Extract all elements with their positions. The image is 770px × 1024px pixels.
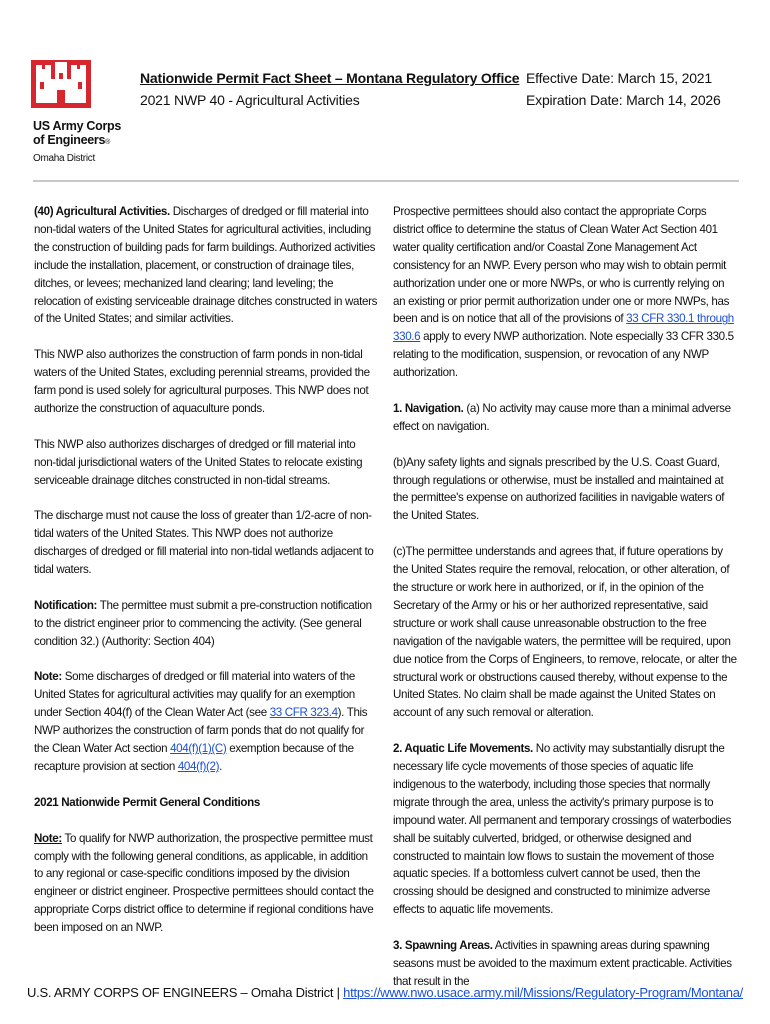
paragraph-spawning-areas: 3. Spawning Areas. Activities in spawning areas during spawning seasons must be avoided to the maximum extent practicable. Activities that result in the (393, 939, 732, 988)
org-line2: of Engineers (33, 133, 106, 147)
link-404f1c[interactable]: 404(f)(1)(C) (170, 742, 227, 756)
paragraph-ditch-relocation: This NWP also authorizes discharges of dredged or fill material into non-tidal jurisdictional waters of the United States to relocate existing serviceable drainage ditches constructed in non-tidal streams. (34, 437, 363, 487)
paragraph-navigation-a: 1. Navigation. (a) No activity may cause more than a minimal adverse effect on navigation. (393, 401, 731, 433)
footer-link[interactable]: https://www.nwo.usace.army.mil/Missions/Regulatory-Program/Montana/ (343, 985, 744, 1000)
expiration-date: Expiration Date: March 14, 2026 (526, 92, 721, 108)
paragraph-aquatic-life: 2. Aquatic Life Movements. No activity may substantially disrupt the necessary life cycle movements of those species of aquatic life indigenous to the waterbody, including those species that normally migrate through the area, unless the activity's primary purpose is to impound water. All permanent and temporary crossings of waterbodies shall be suitably culverted, bridged, or otherwise designed and constructed to maintain low flows to sustain the movement of those aquatic species. If a bottomless culvert cannot be used, then the crossing should be designed and constructed to minimize adverse effects to aquatic life movements. (393, 742, 732, 917)
org-line1: US Army Corps (33, 119, 122, 133)
footer-text: U.S. ARMY CORPS OF ENGINEERS – Omaha District | (26, 985, 344, 1000)
link-33cfr323-4[interactable]: 33 CFR 323.4 (269, 706, 338, 720)
left-column (34, 203, 379, 955)
paragraph-navigation-b: (b)Any safety lights and signals prescribed by the U.S. Coast Guard, through regulations or otherwise, must be installed and maintained at the permittee's expense on authorized facilities in navigable waters of the United States. (393, 455, 725, 523)
usace-castle-logo (31, 60, 91, 108)
effective-date: Effective Date: March 15, 2021 (526, 70, 712, 86)
paragraph-acreage-limit: The discharge must not cause the loss of greater than 1/2-acre of non-tidal waters of the United States. This NWP does not authorize discharges of dredged or fill material into non-tidal wetlands adjacent to tidal waters. (34, 509, 374, 577)
link-33cfr330[interactable]: 33 CFR 330.1 through 330.6 (393, 312, 734, 344)
paragraph-farm-ponds: This NWP also authorizes the construction of farm ponds in non-tidal waters of the United States, excluding perennial streams, provided the farm pond is used solely for agricultural purposes. This NWP does not authorize the construction of aquaculture ponds. (34, 348, 370, 415)
page-subtitle: 2021 NWP 40 - Agricultural Activities (140, 92, 360, 108)
link-404f2[interactable]: 404(f)(2) (177, 760, 220, 774)
org-name (33, 119, 121, 166)
header-divider (33, 180, 739, 182)
paragraph-navigation-c: (c)The permittee understands and agrees that, if future operations by the United States require the removal, relocation, or other alteration, of the structure or work here in authorized, or if, in the opinion of the Secretary of the Army or his or her authorized representative, said structure or work shall cause unreasonable obstruction to the free navigation of the navigable waters, the permittee will be required, upon due notice from the Corps of Engineers, to remove, relocate, or alter the structural work or obstructions caused thereby, without expense to the United States. No claim shall be made against the United States on account of any such removal or alteration. (393, 545, 737, 720)
paragraph-notification: Notification: The permittee must submit a pre-construction notification to the district engineer prior to commencing the activity. (See general condition 32.) (Authority: Section 404) (34, 598, 372, 648)
registered-mark: ® (105, 139, 110, 146)
paragraph-nwp40-definition: (40) Agricultural Activities. Discharges of dredged or fill material into non-tidal waters of the United States for agricultural activities, including the construction of building pads for farm buildings. Authorized activities include the installation, placement, or construction of drainage tiles, ditches, or levees; mechanized land clearing; land leveling; the relocation of existing serviceable drainage ditches constructed in waters of the United States; and similar activities. (34, 205, 378, 326)
general-conditions-heading: 2021 Nationwide Permit General Conditions (34, 795, 260, 809)
page-title: Nationwide Permit Fact Sheet – Montana Regulatory Office (140, 70, 520, 86)
right-column (393, 203, 738, 1009)
page-footer (0, 985, 770, 1000)
paragraph-note-general-conditions: Note: To qualify for NWP authorization, the prospective permittee must comply with the following general conditions, as applicable, in addition to any regional or case-specific conditions imposed by the division engineer or district engineer. Prospective permittees should contact the appropriate Corps district office to determine if regional conditions have been imposed on an NWP. (34, 831, 374, 935)
paragraph-prospective-permittees: Prospective permittees should also contact the appropriate Corps district office to determine the status of Clean Water Act Section 401 water quality certification and/or Coastal Zone Management Act consistency for an NWP. Every person who may wish to obtain permit authorization under one or more NWPs, or who is currently relying on an existing or prior permit authorization under one or more NWPs, has been and is on notice that all of the provisions of 33 CFR 330.1 through 330.6 apply to every NWP authorization. Note especially 33 CFR 330.5 relating to the modification, suspension, or revocation of any NWP authorization. (393, 205, 734, 380)
paragraph-note-exemption: Note: Some discharges of dredged or fill material into waters of the United States for agricultural activities may qualify for an exemption under Section 404(f) of the Clean Water Act (see 33 CFR 323.4). This NWP authorizes the construction of farm ponds that do not qualify for the Clean Water Act section 404(f)(1)(C) exemption because of the recapture provision at section 404(f)(2). (34, 670, 368, 774)
org-district: Omaha District (33, 153, 95, 164)
